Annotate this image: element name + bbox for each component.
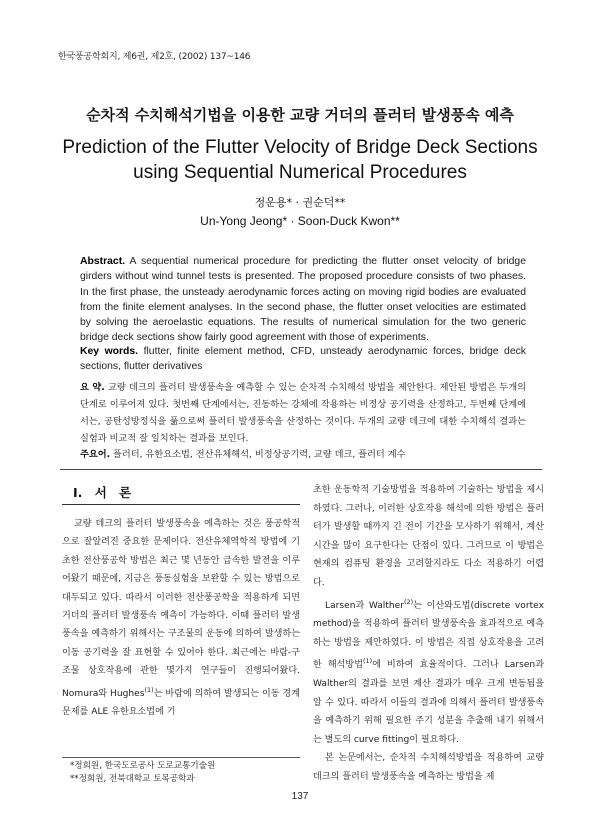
authors-english: Un-Yong Jeong* · Soon-Duck Kwon** — [200, 214, 400, 228]
summary-korean-label: 요 약. — [80, 382, 105, 393]
body-right-column — [313, 481, 544, 787]
right-p2-text-a: Larsen과 Walther — [325, 600, 404, 611]
right-paragraph-2 — [313, 593, 544, 750]
keywords — [80, 344, 526, 375]
right-p2-text-c: 에 비하여 효율적이다. 그러나 Larsen과 Walther의 결과를 보면 계산 결과가 매우 크게 변동됨을 알 수 있다. 따라서 이들의 결과에 의해서 플러터 발생풍속을 예측하기 위해 필요한 주기 성분을 추출해 내기 위해서는 별도의 curve fitting이 필요하다. — [313, 660, 544, 745]
citation-ref: (1) — [144, 685, 154, 694]
footnote-divider — [62, 757, 300, 758]
section-heading-rule — [62, 504, 300, 505]
body-left-column — [62, 515, 300, 722]
abstract — [80, 254, 526, 346]
right-p2-text-b: 는 이산와도법(discrete vortex method)을 적용하여 플러터 발생풍속을 효과적으로 예측하는 방법을 제안하였다. 이 방법은 직접 상호작용을 고려한 해석방법 — [313, 600, 544, 671]
keywords-korean-label: 주요어. — [80, 449, 111, 460]
citation-ref: (2) — [404, 597, 414, 606]
title-english-line1: Prediction of the Flutter Velocity of Bridge Deck Sections — [62, 137, 538, 158]
page-number: 137 — [291, 791, 309, 802]
abstract-label: Abstract. — [80, 256, 126, 267]
section-heading: I. 서 론 — [73, 485, 132, 500]
summary-korean — [80, 379, 526, 447]
footnote-1: *정회원, 한국도로공사 도로교통기술원 — [70, 761, 216, 771]
title-korean: 순차적 수치해석기법을 이용한 교량 거더의 플러터 발생풍속 예측 — [86, 106, 514, 124]
footnote-2: **정회원, 전북대학교 토목공학과 — [70, 774, 195, 784]
title-english-line2: using Sequential Numerical Procedures — [133, 162, 467, 183]
citation-ref: (1) — [362, 657, 373, 666]
left-column-text: 교량 데크의 플러터 발생풍속을 예측하는 것은 풍공학적으로 잘알려진 중요한 문제이다. 전산유체역학적 방법에 기초한 전산풍공학 방법은 최근 몇 년동안 급속한 발전을 이루어왔기 때문에, 지금은 풍동실험을 보완할 수 있는 방법으로 대두되고 있다. 따라서 이러한 전산풍공학을 적용하게 되면 거더의 플러터 발생풍속 예측이 가능하다. 이때 플러터 발생풍속을 예측하기 위해서는 구조물의 운동에 의하여 발생하는 이동 공기력을 잘 표현할 수 있어야 한다. 최근에는 바람-구조물 상호작용에 관한 몇가지 연구들이 진행되어왔다. Nomura와 Hughes — [62, 519, 300, 699]
title-english — [60, 135, 540, 185]
keywords-label: Key words. — [80, 346, 139, 357]
abstract-divider — [60, 469, 542, 470]
journal-header: 한국풍공학회지, 제6권, 제2호, (2002) 137~146 — [58, 52, 251, 62]
keywords-korean-text: 플러터, 유한요소법, 전산유체해석, 비정상공기력, 교량 데크, 플러터 계수 — [113, 449, 406, 460]
keywords-text: flutter, finite element method, CFD, unsteady aerodynamic forces, bridge deck sections, flutter derivatives — [80, 346, 527, 373]
keywords-korean — [80, 447, 526, 462]
footnotes — [70, 760, 215, 786]
authors-korean: 정운용* · 권순덕** — [254, 196, 346, 209]
left-column-text-cont: 는 바람에 의하여 발생되는 이동 경계문제를 ALE 유한요소법에 기 — [62, 688, 300, 718]
summary-korean-text: 교량 데크의 플러터 발생풍속을 예측할 수 있는 순차적 수치해석 방법을 제안한다. 제안된 방법은 두개의 단계로 이루어져 있다. 첫번째 단계에서는, 진동하는 강체에 작용하는 비정상 공기력을 산정하고, 두번째 단계에서는, 공탄성방정식을 풂으로써 플러터 발생풍속을 산정하는 것이다. 두개의 교량 데크에 대한 수치해석 결과는 실험과 비교적 잘 일치하는 결과를 보인다. — [80, 382, 527, 444]
right-paragraph-1: 초한 운동학적 기술방법을 적용하여 기술하는 방법을 제시하였다. 그러나, 이러한 상호작용 해석에 의한 방법은 플러터가 발생할 때까지 긴 전이 기간을 모사하기 위해서, 계산시간을 많이 요구한다는 단점이 있다. 그러므로 이 방법은 현재의 컴퓨팅 환경을 고려할지라도 다소 적용하기 어렵다. — [313, 485, 544, 588]
abstract-text: A sequential numerical procedure for predicting the flutter onset velocity of bridge girders without wind tunnel tests is presented. The proposed procedure consists of two phases. In the first phase, the unsteady aerodynamic forces acting on moving rigid bodies are evaluated from the finite element analyses. In the second phase, the flutter onset velocities are estimated by solving the aeroelastic equations. The results of numerical simulation for the two generic bridge deck sections show fairly good agreement with those of experiments. — [80, 256, 526, 344]
right-paragraph-3: 본 논문에서는, 순차적 수치해석방법을 적용하여 교량 데크의 플러터 발생풍속을 예측하는 방법을 제 — [313, 753, 544, 782]
